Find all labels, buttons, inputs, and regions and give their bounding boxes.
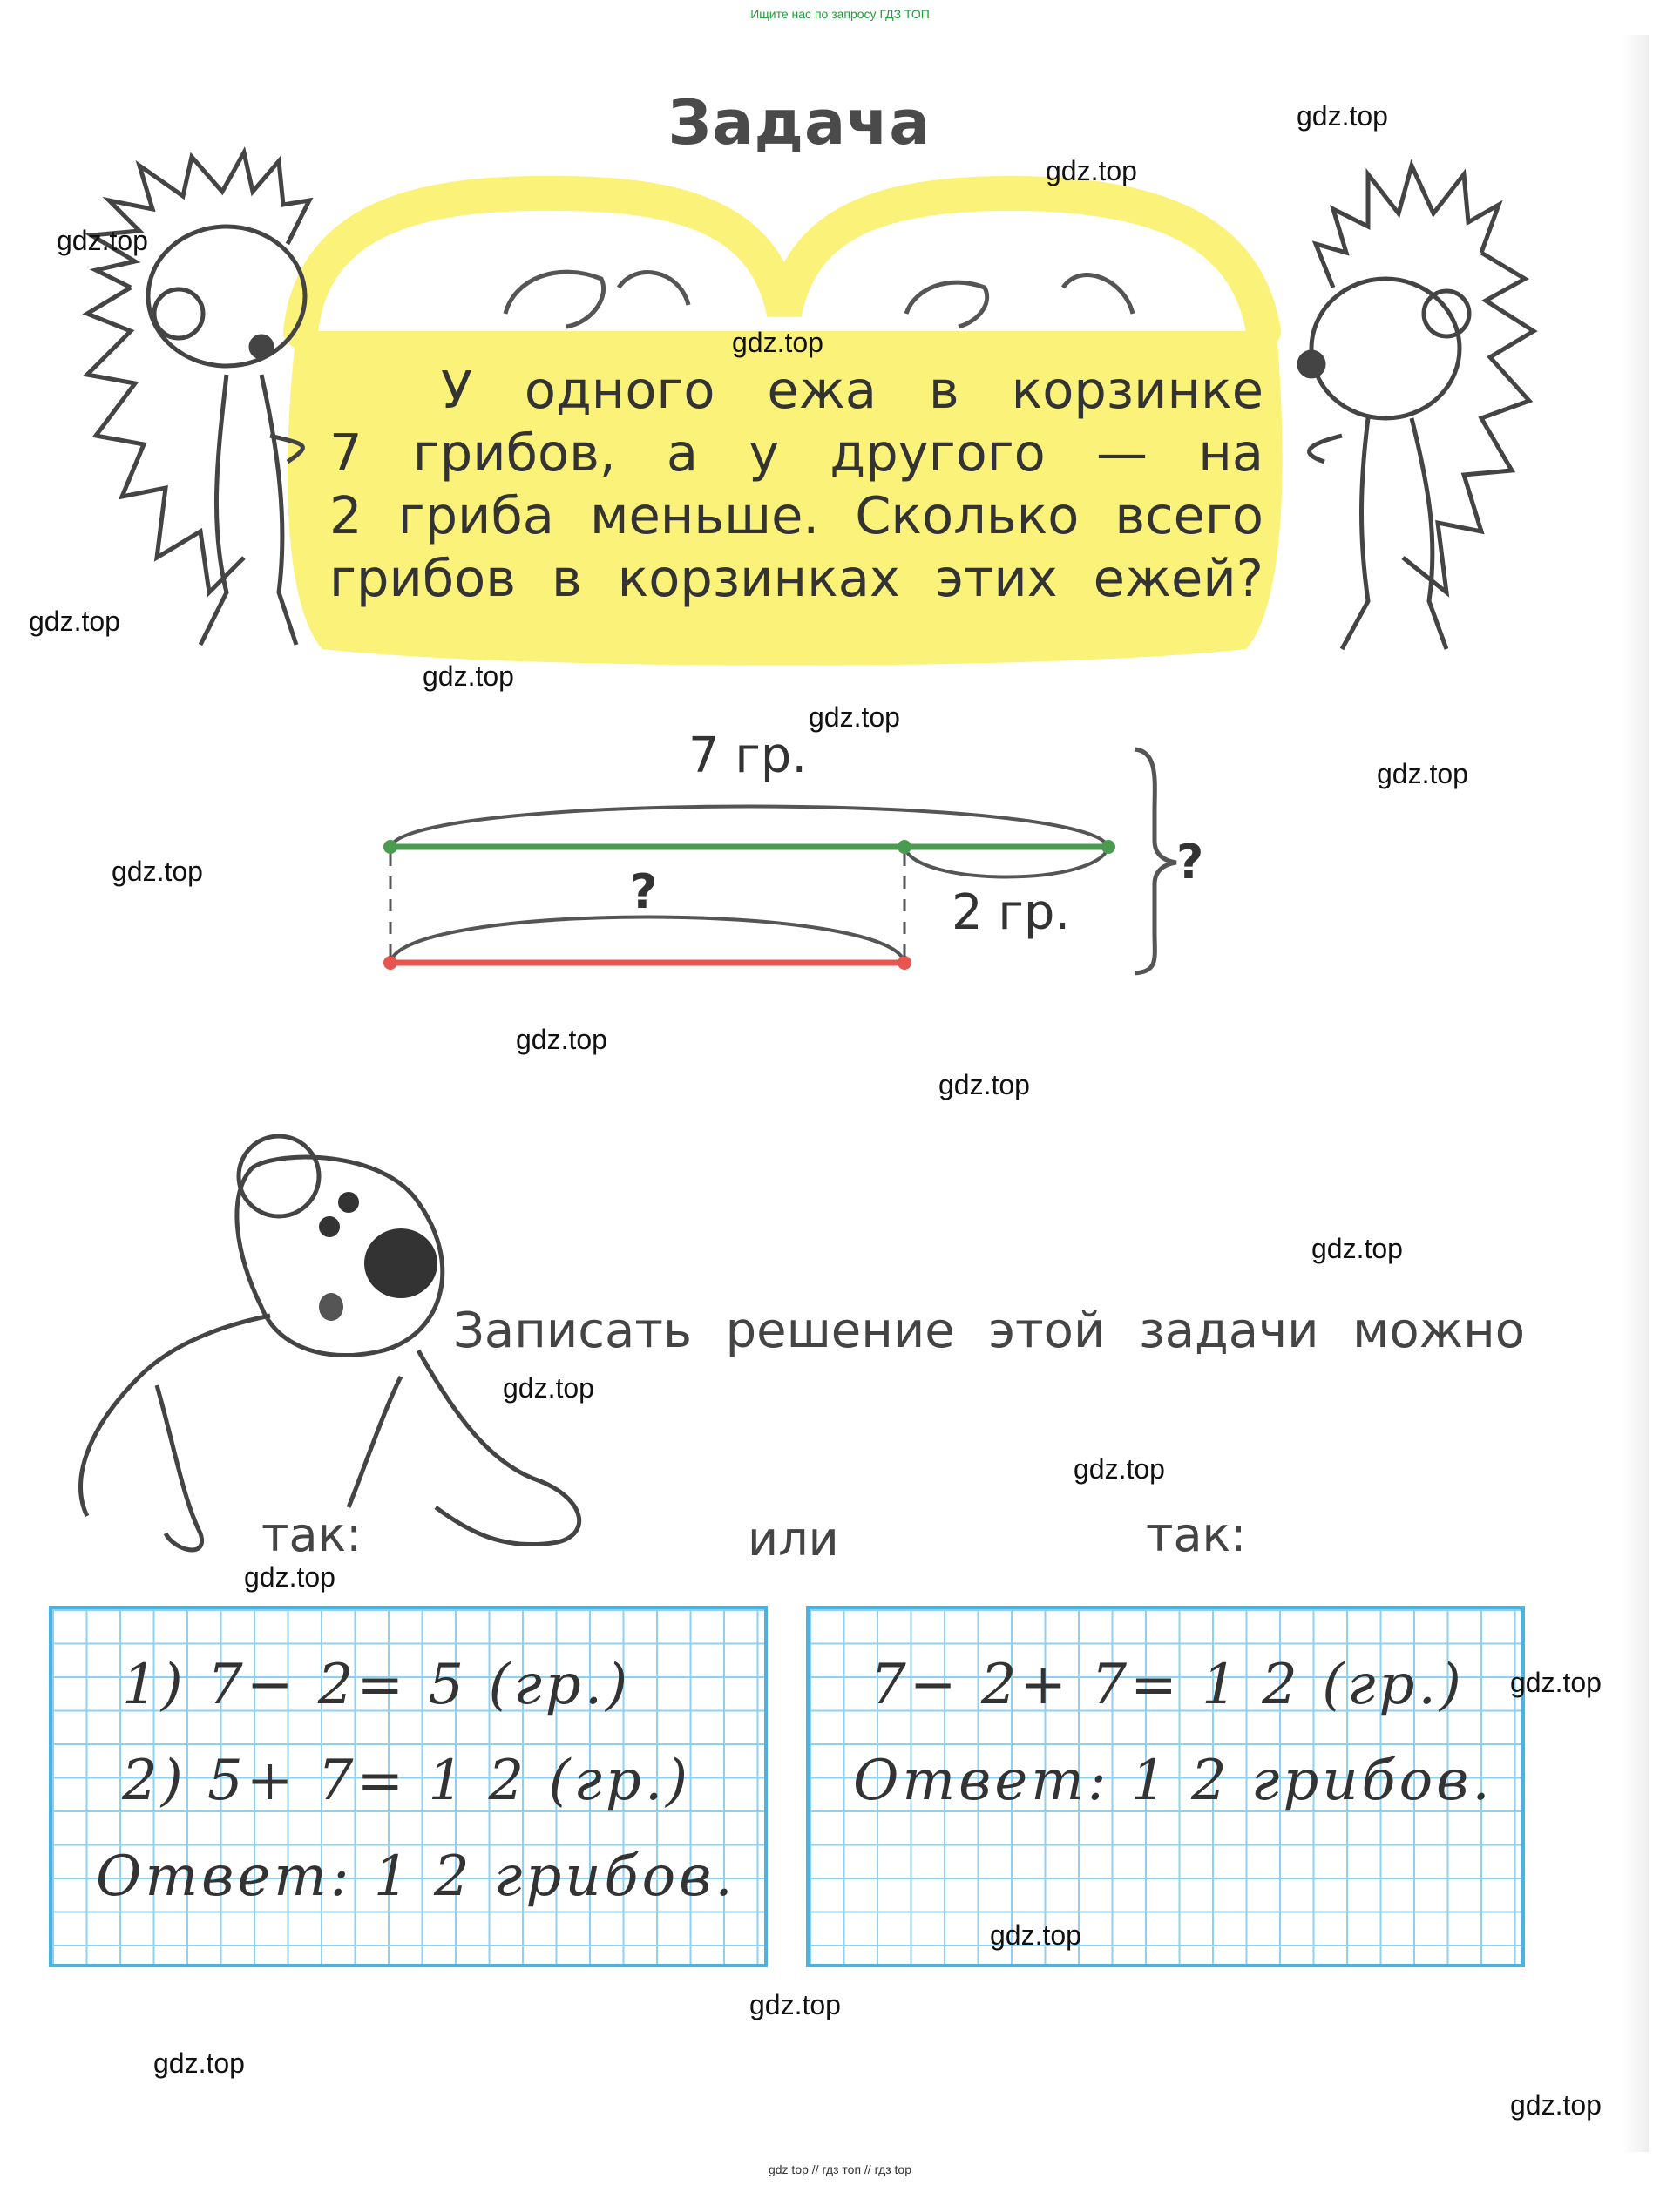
bear-eye-icon — [319, 1216, 340, 1237]
left-solution-step-2: 2) 5+ 7= 1 2 (гр.) — [122, 1749, 692, 1813]
total-curly-brace — [1135, 749, 1176, 973]
watermark: gdz.top — [1510, 2089, 1602, 2121]
watermark: gdz.top — [809, 701, 900, 733]
total-question-label: ? — [1176, 835, 1204, 890]
solution-intro-sentence: Записать решение этой задачи можно — [453, 1303, 1525, 1359]
green-mid-dot — [898, 840, 911, 854]
basket-handle-icon — [301, 193, 1263, 331]
watermark: gdz.top — [503, 1372, 594, 1404]
watermark: gdz.top — [516, 1024, 607, 1055]
difference-label: 2 гр. — [952, 884, 1071, 941]
left-solution-grid — [49, 1606, 768, 1967]
problem-line-4: грибов в корзинках этих ежей? — [329, 548, 1263, 608]
red-start-dot — [383, 956, 397, 970]
green-end-dot — [1101, 840, 1115, 854]
option-middle-label: или — [748, 1512, 839, 1567]
bottom-brace-arc — [390, 917, 904, 964]
watermark: gdz.top — [732, 327, 823, 358]
watermark: gdz.top — [1510, 1667, 1602, 1698]
bear-nose-icon — [364, 1228, 437, 1298]
mushrooms-icon — [505, 272, 1133, 327]
green-start-dot — [383, 840, 397, 854]
watermark: gdz.top — [1046, 155, 1137, 186]
option-left-label: так: — [261, 1507, 362, 1562]
footer-note: gdz top // гдз топ // гдз top — [768, 2162, 912, 2176]
left-solution-answer: Ответ: 1 2 грибов. — [96, 1844, 736, 1909]
problem-line-2: 7 грибов, а у другого — на — [329, 423, 1263, 483]
bear-eye-icon — [338, 1192, 359, 1213]
watermark: gdz.top — [938, 1069, 1030, 1100]
difference-arc — [904, 847, 1108, 877]
watermark: gdz.top — [1377, 758, 1468, 789]
watermark: gdz.top — [990, 1919, 1081, 1951]
watermark: gdz.top — [29, 606, 120, 637]
watermark: gdz.top — [1311, 1233, 1403, 1264]
problem-line-3: 2 гриба меньше. Сколько всего — [329, 485, 1263, 545]
watermark: gdz.top — [57, 225, 148, 256]
watermark: gdz.top — [112, 856, 203, 887]
right-solution-grid — [806, 1606, 1525, 1967]
problem-line-1: У одного ежа в корзинке — [441, 360, 1263, 420]
left-solution-step-1: 1) 7− 2= 5 (гр.) — [122, 1653, 632, 1717]
page-edge — [1622, 35, 1649, 2152]
problem-text — [329, 359, 1263, 610]
watermark: gdz.top — [749, 1989, 841, 2020]
top-brace-arc — [390, 807, 1108, 848]
watermark: gdz.top — [153, 2047, 245, 2079]
right-hedgehog-icon — [1299, 166, 1534, 649]
red-end-dot — [898, 956, 911, 970]
bear-ear-icon — [239, 1136, 319, 1216]
watermark: gdz.top — [423, 660, 514, 692]
right-solution-answer: Ответ: 1 2 грибов. — [853, 1749, 1494, 1813]
right-solution-expression: 7− 2+ 7= 1 2 (гр.) — [870, 1653, 1465, 1717]
bear-mouth-icon — [319, 1293, 343, 1321]
top-search-note: Ищите нас по запросу ГДЗ ТОП — [750, 7, 930, 21]
page-title: Задача — [667, 87, 931, 159]
watermark: gdz.top — [244, 1561, 335, 1593]
watermark: gdz.top — [1074, 1453, 1165, 1485]
option-right-label: так: — [1146, 1507, 1247, 1562]
bottom-question-label: ? — [630, 864, 658, 919]
watermark: gdz.top — [1297, 100, 1388, 132]
top-segment-label: 7 гр. — [688, 728, 808, 784]
